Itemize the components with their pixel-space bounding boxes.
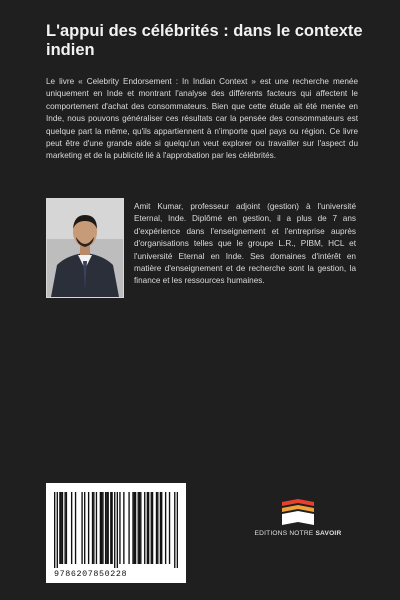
barcode-bar (61, 492, 62, 564)
barcode-bar (138, 492, 139, 564)
book-blurb: Le livre « Celebrity Endorsement : In Indian Context » est une recherche menée uniquement en Inde et montrant l'analyse des différents facteurs qui affectent le comportement d'achat des consommateurs. Bien que cette étude ait été menée en Inde, nous pouvons généraliser ces résultats car la pensée des consommateurs est quelque part la même, qu'ils appartiennent à n'importe quel pays ou région. Ce livre peut être d'une grande aide si quelqu'un veut explorer ou travailler sur l'aspect du marketing et de la publicité lié à l'approbation par les célébrités. (46, 77, 358, 161)
barcode-bar (57, 492, 58, 568)
barcode-bar (161, 492, 162, 564)
barcode-bar (114, 492, 115, 568)
barcode-bar (106, 492, 107, 564)
barcode-bar (123, 492, 124, 564)
barcode-bar (117, 492, 118, 568)
barcode-bars (54, 492, 178, 568)
barcode-bar (144, 492, 145, 564)
barcode-bar (54, 492, 55, 568)
barcode-bar (148, 492, 149, 564)
barcode-bar (105, 492, 106, 564)
publisher-block (248, 498, 348, 537)
barcode-bar (59, 492, 60, 564)
barcode-bar (156, 492, 157, 564)
barcode-bar (151, 492, 152, 564)
barcode-bar (174, 492, 175, 568)
barcode-bar (177, 492, 178, 568)
barcode-bar (147, 492, 148, 564)
barcode-bar (100, 492, 101, 564)
barcode-bar (71, 492, 72, 564)
barcode-bar (101, 492, 102, 564)
book-title: L'appui des célébrités : dans le contexte indien (46, 22, 363, 59)
barcode-bar (111, 492, 112, 564)
publisher-name-bold: SAVOIR (315, 530, 342, 537)
barcode-bar (160, 492, 161, 564)
barcode-bar (152, 492, 153, 564)
barcode-bar (92, 492, 93, 564)
barcode-bar (139, 492, 140, 564)
barcode-bar (75, 492, 76, 564)
barcode-bar (128, 492, 129, 564)
barcode-bar (66, 492, 67, 564)
isbn-number: 9786207850228 (54, 569, 128, 579)
barcode-bar (119, 492, 120, 564)
barcode-bar (108, 492, 109, 564)
barcode-bar (81, 492, 82, 564)
author-bio: Amit Kumar, professeur adjoint (gestion) à l'université Eternal, Inde. Diplômé en gestion, il a plus de 7 ans d'expérience dans l'enseignement et l'entreprise auprès d'organisations telles que le groupe L.R., PIBM, HCL et l'université Eternal en Inde. Ses domaines d'intérêt en matière d'enseignement et de recherche sont la gestion, la finance et les ressources humaines. (134, 202, 356, 286)
barcode-bar (96, 492, 97, 564)
publisher-name-light: EDITIONS NOTRE (254, 530, 316, 537)
barcode-bar (140, 492, 141, 564)
barcode-bar (84, 492, 85, 564)
publisher-name (248, 530, 348, 537)
barcode-bar (88, 492, 89, 564)
barcode-bar (110, 492, 111, 564)
barcode-bar (102, 492, 103, 564)
barcode-bar (93, 492, 94, 564)
publisher-logo-icon (278, 498, 318, 526)
barcode-bar (134, 492, 135, 564)
barcode-bar (169, 492, 170, 564)
barcode-bar (165, 492, 166, 564)
author-portrait-icon (47, 199, 123, 297)
barcode-bar (64, 492, 65, 564)
barcode-bar (132, 492, 133, 564)
barcode-bar (135, 492, 136, 564)
isbn-barcode (46, 483, 186, 583)
barcode-bar (62, 492, 63, 564)
barcode-bar (157, 492, 158, 564)
author-photo (46, 198, 124, 298)
